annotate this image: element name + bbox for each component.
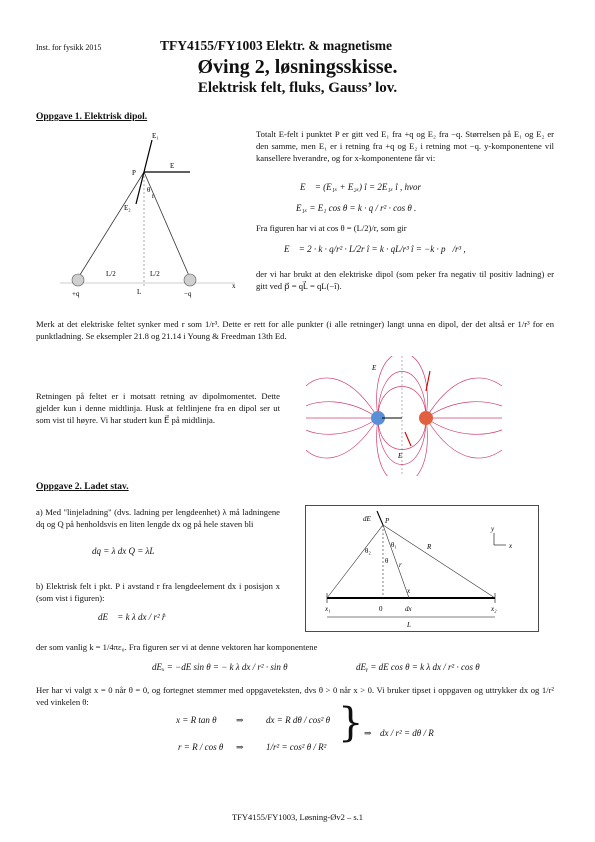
subst-arrow-2: ⇒ bbox=[236, 742, 244, 752]
page-subtitle: Elektrisk felt, fluks, Gauss’ lov. bbox=[197, 80, 398, 96]
task2-comp-y: dEᵧ = dE cos θ = k λ dx / r² · cos θ bbox=[356, 662, 480, 672]
label-E1: E₁ bbox=[152, 132, 159, 140]
label-P: P bbox=[132, 169, 136, 177]
label-L2-right: L/2 bbox=[150, 270, 160, 278]
rod-label-th: θ bbox=[385, 557, 389, 565]
task1-intro: Totalt E-felt i punktet P er gitt ved E₁ fra +q og E₂ fra −q. Størrelsen på E₁ og E₂ er den samme, men E₁ er i retning fra +q og E₂ i retning mot −q. y-komponentene vil kansellere hverandre, og for x-komponentene får vi: bbox=[256, 129, 554, 163]
rod-label-dE: dE bbox=[363, 515, 371, 523]
dipole-field-lines bbox=[306, 356, 554, 476]
label-E2: E₂ bbox=[124, 204, 131, 212]
task1-figtext: Fra figuren har vi at cos θ = (L/2)/r, som gir bbox=[256, 223, 407, 233]
task1-eq2: E₁ₓ = E₁ cos θ = k · q / r² · cos θ . bbox=[296, 203, 417, 213]
task1-side-text: Retningen på feltet er i motsatt retning av dipolmomentet. Dette gjelder kun i denne midtlinja. Husk at feltlinjene fra en dipol ser ut som vist til høyre. Vi har studert kun E⃗ på midtlinja. bbox=[36, 391, 280, 425]
task2-a-eq: dq = λ dx Q = λL bbox=[92, 546, 155, 556]
task2-choice: Her har vi valgt x = 0 når θ = 0, og fortegnet stemmer med oppgaveteksten, dvs θ > 0 når x > 0. Vi bruker tipset i oppgaven og uttrykker dx og 1/r² ved vinkelen θ: bbox=[36, 685, 554, 707]
label-E: E bbox=[170, 162, 175, 170]
dipole-label-E-top: E bbox=[372, 364, 377, 372]
label-plus-q: +q bbox=[72, 290, 80, 298]
rod-label-xaxis: x bbox=[509, 542, 513, 550]
task2-k-text: der som vanlig k = 1/4πε₀. Fra figuren ser vi at denne vektoren har komponentene bbox=[36, 642, 318, 652]
label-L: L bbox=[137, 288, 142, 296]
label-minus-q: −q bbox=[184, 290, 192, 298]
subst-x: x = R tan θ bbox=[176, 715, 217, 725]
rod-label-dx: dx bbox=[405, 605, 412, 613]
rod-label-x: x bbox=[407, 587, 411, 595]
rod-label-R: R bbox=[427, 543, 432, 551]
task1-after: der vi har brukt at den elektriske dipol (som peker fra negativ til positiv ladning) er gitt ved p⃗ = qL⃗ = qL(−î). bbox=[256, 269, 554, 291]
label-x: x bbox=[232, 282, 236, 290]
rod-label-L: L bbox=[407, 621, 411, 629]
task2-b-text: b) Elektrisk felt i pkt. P i avstand r fra lengdeelement dx i posisjon x (som vist i figuren): bbox=[36, 581, 280, 603]
subst-r: r = R / cos θ bbox=[178, 742, 224, 752]
subst-arrow-1: ⇒ bbox=[236, 715, 244, 725]
page-footer: TFY4155/FY1003, Løsning-Øv2 – s.1 bbox=[231, 812, 364, 822]
label-r: r bbox=[152, 192, 155, 200]
rod-label-P: P bbox=[385, 517, 390, 525]
institute-label: Inst. for fysikk 2015 bbox=[36, 43, 102, 52]
rod-label-0: 0 bbox=[379, 605, 383, 613]
subst-inv-r2: 1/r² = cos² θ / R² bbox=[266, 742, 327, 752]
rod-label-th2: θ₂ bbox=[365, 547, 371, 555]
task2-a-text: a) Med "linjeladning" (dvs. ladning per lengdeenhet) λ må ladningene dq og Q på henholdsvis en liten lengde dx og på hele staven bli bbox=[36, 507, 280, 529]
rod-label-x1: x₁ bbox=[325, 605, 331, 613]
rod-label-yaxis: y bbox=[491, 525, 495, 533]
task2-b-eq: dE⃗ = k λ dx / r² r̂ bbox=[98, 612, 166, 622]
subst-dx: dx = R dθ / cos² θ bbox=[266, 715, 331, 725]
task2-comp-x: dEₓ = −dE sin θ = − k λ dx / r² · sin θ bbox=[152, 662, 288, 672]
dipole-label-E-bottom: E bbox=[398, 452, 403, 460]
subst-arrow-3: ⇒ bbox=[364, 728, 372, 738]
course-title: TFY4155/FY1003 Elektr. & magnetisme bbox=[160, 38, 392, 53]
rod-label-r: r bbox=[399, 561, 402, 569]
task1-heading: Oppgave 1. Elektrisk dipol. bbox=[36, 112, 148, 122]
task1-eq1: E⃗ = (E₁ₓ + E₂ₓ) î = 2E₁ₓ î , hvor bbox=[300, 182, 422, 192]
page-title: Øving 2, løsningsskisse. bbox=[197, 56, 398, 78]
label-L2-left: L/2 bbox=[106, 270, 116, 278]
right-brace: } bbox=[338, 700, 364, 746]
rod-label-th1: θ₁ bbox=[391, 541, 397, 549]
dipole-point-figure bbox=[40, 128, 250, 303]
rod-label-x2: x₂ bbox=[491, 605, 497, 613]
task1-note: Merk at det elektriske feltet synker med r som 1/r³. Dette er rett for alle punkter (i alle retninger) langt unna en dipol, der det altså er 1/r³ for en punktladning. Se eksempler 21.8 og 21.14 i Young & Freedman 13th Ed. bbox=[36, 319, 554, 341]
label-theta: θ bbox=[147, 186, 151, 194]
task2-heading: Oppgave 2. Ladet stav. bbox=[36, 482, 129, 492]
charged-rod-figure bbox=[305, 505, 539, 632]
task1-eq3: E⃗ = 2 · k · q/r² · L/2r î = k · qL/r³ î = −k · p⃗/r³ , bbox=[284, 244, 466, 254]
subst-result: dx / r² = dθ / R bbox=[380, 728, 434, 738]
